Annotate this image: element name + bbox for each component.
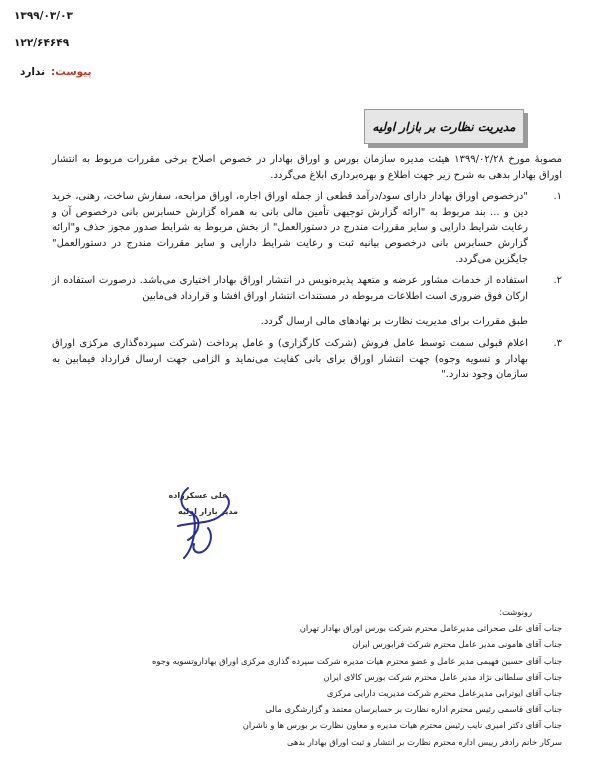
cc-recipient: جناب آقای ایوترابی مدیرعامل محترم شرکت مدیریت دارایی مرکزی — [326, 688, 562, 699]
cc-recipient: جناب آقای دکتر امیری نایب رئیس محترم هیات مدیره و معاون نظارت بر بورس ها و ناشران — [242, 720, 562, 731]
department-heading-box — [364, 109, 524, 144]
cc-recipient: جناب آقای قاسمی رئیس محترم اداره نظارت بر حسابرسان معتمد و گزارشگری مالی — [265, 704, 562, 715]
item-number: ۱. — [553, 191, 562, 203]
cc-recipient: جناب آقای حسین فهیمی مدیر عامل و عضو محترم هیات مدیره شرکت سپرده گذاری مرکزی اوراق بهاداروتسویه وجوه — [152, 655, 562, 666]
list-item — [52, 189, 562, 267]
cc-list — [50, 604, 562, 750]
cc-recipient: جناب آقای هامونی مدیر عامل محترم شرکت فرابورس ایران — [352, 639, 562, 650]
attachment-label: پیوست: — [51, 66, 92, 78]
cc-recipient: جناب آقای سلطانی نژاد مدیر عامل محترم شرکت بورس کالای ایران — [323, 671, 562, 682]
cc-title: رونوشت: — [499, 607, 532, 617]
signature-title: مدیر بازار اولیه — [178, 507, 238, 516]
item-text: اعلام قبولی سمت توسط عامل فروش (شرکت کارگزاری) و عامل پرداخت (شرکت سپرده‌گذاری مرکزی اوراق بهادار و تسویه وجوه) جهت انتشار اوراق برای بانی کفایت می‌نماید و الزامی جهت ارسال قرارداد فیمابین به سازمان وجود ندارد." — [52, 337, 528, 381]
letter-body — [52, 152, 562, 389]
department-heading: مدیریت نظارت بر بازار اولیه — [372, 119, 516, 134]
list-item — [52, 273, 562, 330]
list-item — [52, 336, 562, 383]
attachment-line — [20, 66, 92, 78]
letter-number: ۱۲۲/۶۴۶۴۹ — [14, 37, 70, 49]
signature-stamp — [148, 478, 258, 568]
attachment-value: ندارد — [20, 66, 46, 78]
signature-name: علی عسکرزاده — [168, 491, 228, 500]
item-continuation: طبق مقررات برای مدیریت نظارت بر نهادهای مالی ارسال گردد. — [260, 316, 528, 328]
item-number: ۲. — [553, 275, 562, 287]
letter-date: ۱۳۹۹/۰۳/۰۳ — [14, 10, 73, 22]
item-text: "درخصوص اوراق بهادار دارای سود/درآمد قطعی از جمله اوراق اجاره، اوراق مرابحه، سفارش ساخت، رهنی، خرید دین و ... بند مربوط به "ارائه گزارش توجیهی تأمین مالی بانی به همراه گزارش حسابرس بانی درخصوص آن و رعایت شرایط دارایی و سایر مقررات مندرج در دستورالعمل" از بخش مربوط به شرایط صدور مجوز حذف و"ارائه گزارش حسابرس بانی درخصوص بیانیه ثبت و رعایت شرایط دارایی و سایر مقررات مندرج در دستورالعمل" جایگزین می‌گردد. — [52, 191, 528, 265]
item-number: ۳. — [553, 337, 562, 349]
cc-recipient: جناب آقای علی صحرائی مدیرعامل محترم شرکت بورس اوراق بهادار تهران — [299, 623, 562, 634]
body-intro: مصوبهٔ مورخ ۱۳۹۹/۰۲/۲۸ هیئت مدیره سازمان بورس و اوراق بهادار در خصوص اصلاح برخی مقررات مربوط به انتشار اوراق بهادار بدهی به شرح زیر جهت اطلاع و بهره‌برداری ابلاغ می‌گردد. — [52, 154, 562, 181]
cc-recipient: سرکار خانم رادفر رییس اداره محترم نظارت بر انتشار و ثبت اوراق بهادار بدهی — [286, 736, 562, 747]
item-text: استفاده از خدمات مشاور عرضه و متعهد پذیره‌نویس در انتشار اوراق بهادار اختیاری می‌باشد. درصورت استفاده از ارکان فوق ضروری است اطلاعات مربوطه در مستندات انتشار اوراق افشا و قرارداد فی‌مابین — [52, 275, 528, 302]
